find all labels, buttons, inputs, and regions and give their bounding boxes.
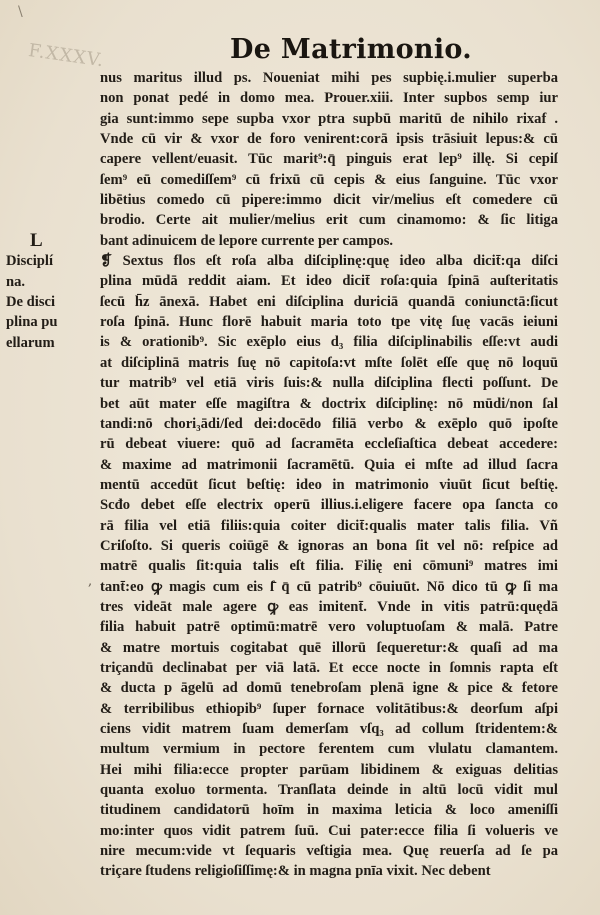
folio-number: F.XXXV. [27,40,106,72]
text-line: ſem⁹ eū comediſſem⁹ cū frixū cū cepis & eius ſanguine. Tūc vxor [100,171,558,188]
text-line: quanta exoluo tormenta. Tranſlata deinde in altū locū vidit mul [100,782,558,799]
margin-note: L [30,230,43,251]
text-line: at diſciplinā matris ſuę nō capitoſa:vt mſte ſolēt eſſe quę nō loquū [100,354,558,371]
text-line: Hei mihi filia:ecce propter parūam libidinem & exiguas delitias [100,761,558,778]
text-line: tandi:nō chori₃ādi/ſed dei:docēdo filiā verbo & exēplo quō ipoſte [100,415,558,432]
text-line: multum vermium in pectore ferentem cum vlulatu clamantem. [100,741,558,758]
margin-note: na. [6,273,26,290]
body-text [100,68,558,882]
margin-note: De disci [6,294,56,311]
text-line: non ponat pedé in domo mea. Prouer.xiii. Inter supbos semp iur [100,90,558,107]
text-line: & terribilibus ethiopib⁹ ſuper fornace volitātibus:& deorſum aſpi [100,700,558,717]
text-line: bant adinuicem de lepore currente per campos. [100,232,394,249]
margin-mark: , [88,574,93,589]
text-line: & maxime ad matrimonii ſacramētū. Quia ei mſte ad illud ſacra [100,456,558,473]
text-line: ciens vidit matrem ſuam demerſam vſq₃ ad collum ſtridentem:& [100,721,558,737]
text-line: nire mecum:vide vt ſequaris veſtigia mea. Quę reuerſa ad ſe pa [100,843,558,860]
text-line: triçandū declinabat per viā latā. Et ecce nocte in ſomnis rapta eſt [100,659,558,676]
text-line: nus maritus illud ps. Noueniat mihi pes supbię.i.mulier superba [100,70,558,86]
margin-note: ellarum [6,334,55,351]
text-line: titudinem candidatorū hoīm in maxima leticia & loco ameniſſi [100,802,558,819]
text-line: tur matrib⁹ vel etiā viris ſuis:& nulla diſciplina flecti poſſunt. De [100,375,558,392]
text-line: tres videāt male agere ꝙ eas imitent̄. Vnde in vitis patrū:quędā [100,598,558,615]
text-line: matrē qualis ſit:quia talis eſt filia. Filię eni cōmuni⁹ matres imi [100,558,558,575]
text-line: ſecū h̄z ānexā. Habet eni diſciplina duriciā quandā coniunctā:ſicut [100,293,558,310]
text-line: triçare ſtudens religioſiſſimę:& in magna pnīa vixit. Nec debent [100,863,491,880]
text-line: brodio. Certe ait mulier/melius erit cum cinamomo: & ſic litiga [100,212,558,229]
text-line: & matre mortuis cogitabat quē illorū ſequeretur:& quaſi ad ma [100,639,558,656]
margin-notes [6,231,98,353]
text-line: plina mūdā reddit aiam. Et ideo dicit̄ roſa:quia ſpinā auſteritatis [100,273,558,290]
text-line: bet aūt mater eſſe magiſtra & doctrix diſciplinę: nō mūdi/non ſal [100,395,558,412]
corner-mark: \ [18,4,23,20]
page-title: De Matrimonio. [230,34,472,65]
text-line: rā filia vel etiā filiis:quia coiter dicit̄:qualis mater talis filia. Vñ [100,517,558,534]
text-line: mo:inter quos vidit patrem ſuū. Cui pater:ecce filia ſi volueris ve [100,822,558,839]
text-line: Scđo debet eſſe electrix operū illius.i.eligere facere opa ſancta co [100,497,558,514]
text-line: is & orationib⁹. Sic exēplo eius d₃ filia diſciplinabilis eſſe:vt audi [100,334,558,351]
text-line: gia sunt:immo sepe supba vxor ptra supbū maritū de nihilo rixaf . [100,110,558,127]
text-line: ❡ Sextus flos eſt roſa alba diſciplinę:quę ideo alba dicit̄:qa diſci [100,253,558,270]
text-line: rū debeat viuere: quō ad ſacramēta eccleſiaſtica debeat accedere: [100,436,558,453]
text-line: tant̄:eo ꝙ magis cum eis ſ̄ q̄ cū patrib⁹ cōuiuūt. Nō dico tū ꝙ ſi ma [100,578,558,595]
margin-note: Disciplí [6,253,54,270]
text-line: capere vellent/euasit. Tūc marit⁹:q̄ pinguis erat lep⁹ illę. Si cepiſ [100,151,558,168]
text-line: filia habuit patrē optimū:matrē vero voluptuoſam & malā. Patre [100,619,558,636]
text-line: Vnde cū vir & vxor de foro venirent:corā ipsis trāsiuit lepus:& cū [100,131,558,148]
text-line: roſa ſpinā. Hunc florē habuit maria toto tpe vitę ſuę vacās ieiuni [100,314,558,331]
text-line: & ducta p āgelū ad domū tenebroſam plenā igne & pice & fetore [100,680,558,697]
text-line: Criſoſto. Si queris coiūgē & ignoras an bona ſit vel nō: reſpice ad [100,537,558,554]
margin-note: plina pu [6,314,58,331]
text-line: mentū accedūt ſicut beſtię: ideo in matrimonio viuūt ſicut beſtię. [100,476,558,493]
text-line: libētius comedo cū pipere:immo dicit vir/melius eſt comedere cū [100,192,558,209]
